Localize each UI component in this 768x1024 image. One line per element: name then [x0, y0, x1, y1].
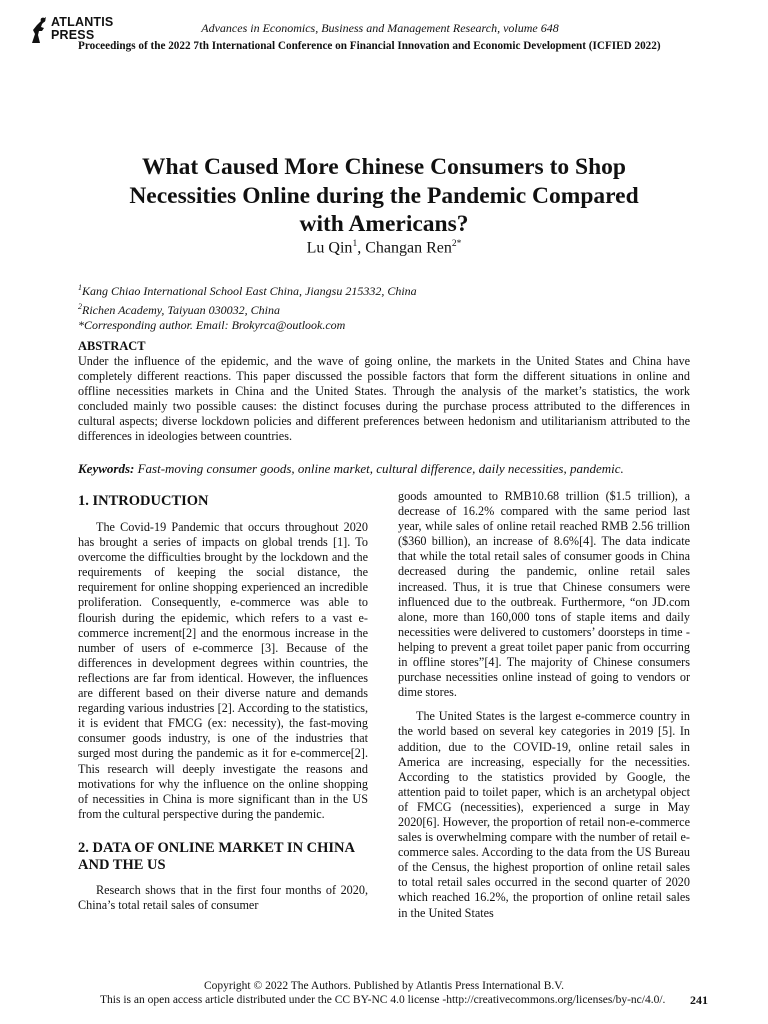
title-line-2: Necessities Online during the Pandemic Compared [129, 182, 639, 209]
license-notice: This is an open access article distributed under the CC BY-NC 4.0 license -http://creativecommons.org/licenses/by-nc/4.0/. [100, 994, 666, 1006]
affiliations [78, 280, 698, 333]
paragraph: The Covid-19 Pandemic that occurs throughout 2020 has brought a series of impacts on global trends [1]. To overcome the difficulties brought by the lockdown and the requirements of keeping the social distance, the requirement for online shopping experienced an incredible proliferation. Consequently, e-commerce was able to flourish during the epidemic, which refers to a vast e-commerce increment[2] and the enormous increase in the number of users of e-commerce [3]. Because of the differences in development degrees within countries, the reflections are far from identical. However, the influences are different based on their diverse nature and demands regarding various industries [2]. According to the statistics, it is evident that FMCG (ex: necessity), the fast-moving consumer goods industry, is one of the industries that surged most during the pandemic as it for e-commerce[2]. This research will deeply investigate the reasons and motivations for why the influence on the online shopping of necessities in China is more significant than in the US from the cultural perspective during the pandemic. [78, 520, 368, 821]
section-2-body [78, 883, 368, 913]
paragraph: Research shows that in the first four months of 2020, China’s total retail sales of consumer [78, 883, 368, 913]
title-line-1: What Caused More Chinese Consumers to Shop [142, 154, 626, 180]
affiliation-1 [78, 280, 698, 299]
abstract-heading: ABSTRACT [78, 339, 146, 353]
section-1-body [78, 520, 368, 822]
keywords [78, 461, 698, 477]
logo-wordmark [51, 16, 131, 42]
keywords-label: Keywords: [78, 461, 135, 476]
affil-text: Richen Academy, Taiyuan 030032, China [82, 303, 280, 317]
author-name: Changan Ren [365, 239, 452, 257]
author-name: Lu Qin [306, 239, 353, 257]
affil-mark: 2 [78, 302, 82, 311]
proceedings-line: Proceedings of the 2022 7th International Conference on Financial Innovation and Economic Development (ICFIED 2022) [78, 40, 661, 52]
corresponding-author: *Corresponding author. Email: Brokyrca@outlook.com [78, 318, 346, 332]
title-line-3: with Americans? [299, 211, 469, 237]
paragraph: goods amounted to RMB10.68 trillion ($1.5 trillion), a decrease of 16.2% compared with the same period last year, while sales of online retail reached RMB 2.56 trillion ($360 billion), an increase of 8.6%[4]. The data indicate that while the total retail sales of consumer goods in China decreased during the pandemic, online retail sales increased. Thus, it is true that Chinese consumers were influenced due to the outbreak. Furthermore, “on JD.com alone, more than 160,000 tons of staple items and daily necessities were delivered to customers’ doorsteps in time - helping to prevent a great toilet paper panic from occurring in offline stores”[4]. The majority of Chinese consumers purchase necessities online instead of going to vendors or dime stores. [398, 489, 690, 700]
logo-line-1: ATLANTIS [51, 15, 114, 29]
right-column [398, 489, 690, 921]
section-2-heading: 2. DATA OF ONLINE MARKET IN CHINA AND THE US [78, 840, 355, 873]
author-separator: , [357, 239, 366, 257]
section-1-heading: 1. INTRODUCTION [78, 493, 209, 509]
author-affil-mark: 1 [352, 239, 358, 249]
author-list [64, 239, 704, 257]
copyright-notice: Copyright © 2022 The Authors. Published by Atlantis Press International B.V. [203, 980, 564, 992]
page-number: 241 [690, 993, 708, 1007]
logo-line-2: PRESS [51, 28, 95, 42]
atlantis-figure-icon [29, 16, 51, 44]
keywords-text: Fast-moving consumer goods, online market, cultural difference, daily necessities, pandemic. [134, 461, 624, 476]
paper-title [64, 153, 704, 239]
author-affil-mark: 2* [451, 239, 462, 249]
affil-text: Kang Chiao International School East China, Jiangsu 215332, China [82, 284, 417, 298]
paragraph: The United States is the largest e-commerce country in the world based on several key categories in 2019 [5]. In addition, due to the COVID-19, online retail sales in America are increasing, especially for the necessities. According to the statistics provided by Google, the attention paid to toilet paper, which is an archetypal object of FMCG (necessities), experienced a surge in May 2020[6]. However, the proportion of retail non-e-commerce sales is overwhelming compare with the number of retail e-commerce sales. According to the data from the US Bureau of the Census, the highest proportion of online retail sales to total retail sales occurred in the second quarter of 2020 which reached 16.2%, the proportion of online retail sales in the United States [398, 709, 690, 920]
abstract-text: Under the influence of the epidemic, and the wave of going online, the markets in the United States and China have completely different reactions. This paper discussed the possible factors that form the different situations in online and offline necessities markets in China and the United States. Through the analysis of the market’s statistics, the work concluded mainly two possible causes: the distinct focuses during the purchase process attributed to the differences in cultural aspects; diverse lockdown policies and different preferences between hedonism and utilitarianism attributed to the differences in ideologies between countries. [78, 354, 690, 444]
affiliation-2 [78, 299, 698, 318]
journal-name: Advances in Economics, Business and Management Research, volume 648 [201, 21, 559, 35]
affil-mark: 1 [78, 283, 82, 292]
